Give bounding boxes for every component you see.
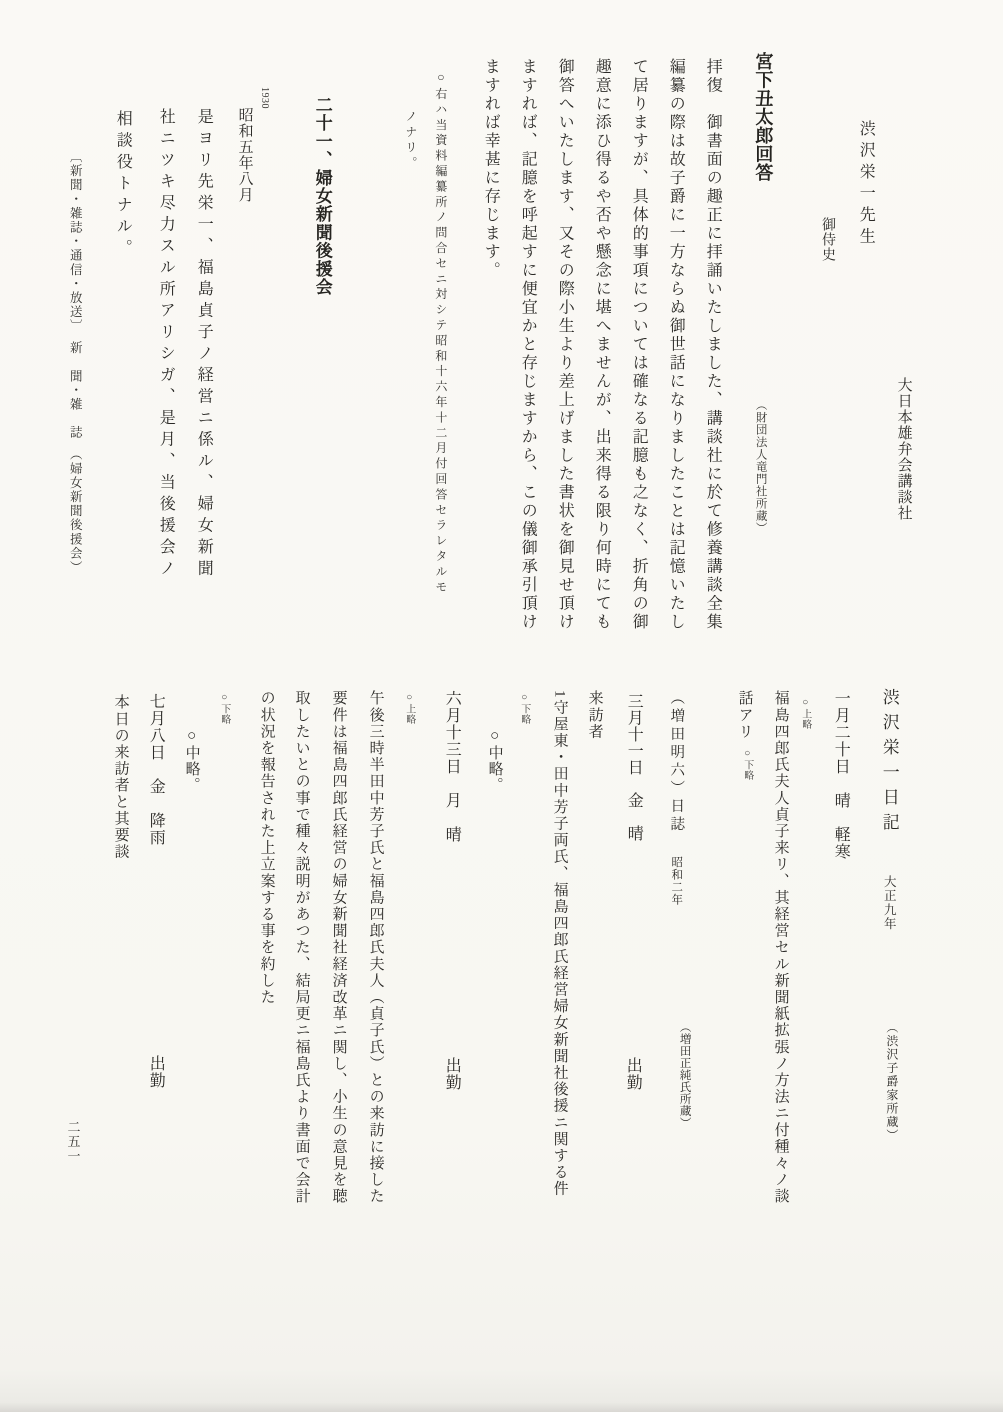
omission-mark-middle: ○中略。 bbox=[486, 728, 503, 793]
letter-note-column: ○右ハ当資料編纂所ノ問合セニ対シテ昭和十六年十二月付回答セラレタルモ bbox=[433, 70, 448, 596]
journal-entry2-date: 六月十三日 月 晴 bbox=[443, 690, 461, 843]
diary-entry-date: 一月二十日 晴 軽寒 bbox=[832, 690, 850, 860]
letter-body-column: ますれば、記臆を呼起すに便宜かと存じますから、この儀御承引頂け bbox=[519, 58, 537, 632]
journal-title: （増田明六）日誌 bbox=[668, 690, 685, 834]
page-number: 二五一 bbox=[65, 1120, 81, 1164]
section-date: 昭和五年八月 bbox=[236, 107, 253, 203]
journal-entry1-date: 三月十一日 金 晴 bbox=[625, 693, 643, 842]
diary-title: 渋沢栄一日記 bbox=[879, 688, 899, 838]
omission-mark-lower: ○下略 bbox=[741, 748, 753, 781]
letter-body-column: 拝復 御書面の趣正に拝誦いたしました、講談社に於て修養講談全集 bbox=[704, 58, 722, 632]
diary-text-column: 話アリ bbox=[736, 690, 753, 740]
letter-note-column: ノナリ。 bbox=[403, 110, 418, 172]
journal-provenance: （増田正純氏所蔵） bbox=[678, 1021, 691, 1129]
attendance-note: 出勤 bbox=[147, 1055, 165, 1089]
attendance-note: 出勤 bbox=[624, 1057, 642, 1091]
journal-era: 昭和二年 bbox=[670, 856, 683, 906]
omission-mark-lower: ○下略 bbox=[518, 692, 530, 725]
letter-provenance: （財団法人竜門社所蔵） bbox=[754, 399, 767, 535]
journal-entry3-date: 七月八日 金 降雨 bbox=[147, 693, 165, 846]
diary-text-column: 福島四郎氏夫人貞子来リ、其経営セル新聞紙拡張ノ方法ニ付種々ノ談 bbox=[772, 690, 789, 1205]
letter-heading: 宮下丑太郎回答 bbox=[753, 52, 774, 182]
journal-text-column: の状況を報告された上立案する事を約した bbox=[258, 690, 275, 1006]
letter-body-column: ますれば幸甚に存じます。 bbox=[482, 58, 500, 280]
scan-bottom-shadow bbox=[0, 1402, 1003, 1412]
section-year-western: 1930 bbox=[258, 87, 270, 109]
journal-text-column: 取したいとの事で種々説明があつた、結局更ニ福島氏より書面で会計 bbox=[293, 690, 310, 1205]
omission-mark-upper: ○上略 bbox=[403, 692, 415, 725]
visitor-line: 1守屋東・田中芳子両氏、福島四郎氏経営婦女新聞社後援ニ関する件 bbox=[551, 690, 568, 1198]
letter-body-column: て居りますが、具体的事項については確なる記臆も之なく、折角の御 bbox=[630, 58, 648, 632]
visitors-label: 来訪者 bbox=[586, 690, 603, 740]
letter-sender-org: 大日本雄弁会講談社 bbox=[895, 377, 912, 521]
letter-recipient-honorific: 御侍史 bbox=[820, 217, 836, 262]
section-summary-column: 是ヨリ先栄一、福島貞子ノ経営ニ係ル、婦女新聞 bbox=[195, 108, 213, 581]
journal-text-column: 要件は福島四郎氏経営の婦女新聞社経済改革ニ関し、小生の意見を聴 bbox=[330, 690, 347, 1205]
omission-mark-lower: ○下略 bbox=[218, 692, 230, 725]
section-summary-column: 相談役トナル。 bbox=[114, 110, 132, 261]
journal-title-column bbox=[667, 690, 685, 906]
journal-text-column: 本日の来訪者と其要談 bbox=[112, 694, 129, 860]
attendance-note: 出勤 bbox=[443, 1057, 461, 1091]
letter-recipient: 渋沢栄一先生 bbox=[857, 120, 875, 249]
letter-body-column: 趣意に添ひ得るや否や懸念に堪へませんが、出来得る限り何時にても bbox=[593, 58, 611, 632]
diary-provenance: （渋沢子爵家所蔵） bbox=[884, 1021, 899, 1143]
omission-mark-middle: ○中略。 bbox=[183, 728, 200, 793]
omission-mark-upper: ○上略 bbox=[799, 697, 811, 730]
diary-era: 大正九年 bbox=[882, 875, 897, 931]
letter-body-column: 編纂の際は故子爵に一方ならぬ御世話になりましたことは記憶いたし bbox=[667, 58, 685, 632]
section-summary-column: 社ニツキ尽力スル所アリシガ、是月、当後援会ノ bbox=[157, 108, 175, 581]
section-category-note: 〔新聞・雑誌・通信・放送〕 新 聞・雑 誌 （婦女新聞後援会） bbox=[68, 150, 83, 575]
journal-text-column: 午後三時半田中芳子氏と福島四郎氏夫人（貞子氏）との来訪に接した bbox=[367, 690, 384, 1205]
section-heading: 二十一、婦女新聞後援会 bbox=[312, 96, 332, 297]
letter-body-column: 御答へいたします、又その際小生より差上げました書状を御見せ頂け bbox=[556, 58, 574, 632]
